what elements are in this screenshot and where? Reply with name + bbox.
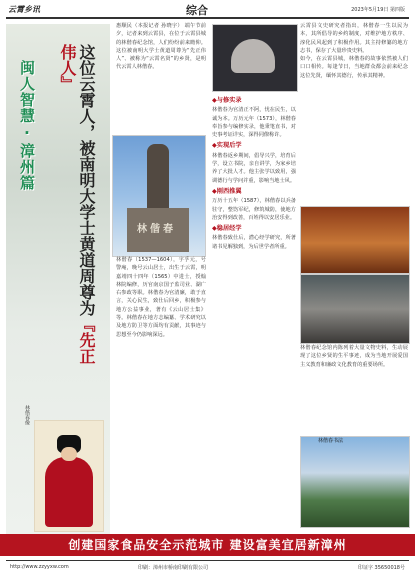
shrine-object <box>231 39 275 73</box>
header-rule <box>6 17 409 19</box>
section-title: 综合 <box>186 4 208 17</box>
subhead-2: ◆实现后学 <box>212 142 242 150</box>
shrine-photo <box>212 24 298 92</box>
portrait-image <box>34 420 104 532</box>
page-header <box>0 0 415 20</box>
headline: 这位云霄人，被南明大学士黄道周尊为『先正伟人』 <box>58 44 96 364</box>
article-col3-top <box>300 22 408 202</box>
town-photo <box>300 274 410 344</box>
headline-highlight: 『先正伟人』 <box>58 44 96 364</box>
para-4: 林偕春致仕后，潜心经学研究，所著诸书见解独到，为后世学者所重。 <box>212 235 296 250</box>
footer-printer: 印刷：漳州市桥南印刷有限公司 <box>138 565 209 571</box>
subhead-3: ◆刚西推翼 <box>212 187 242 195</box>
para-3: 万历十五年（1587），林偕春以兵备驻守，整饬军纪，修筑城防，使地方治安得到改善，百姓得以安居乐业。 <box>212 198 296 221</box>
hall-photo <box>300 206 410 274</box>
para-5: 云霄县文史研究者指出，林偕春一生以民为本，其所倡导的乡约制度，对维护地方秩序、淳化民风起到了积极作用。其主持修纂的地方志书，保存了大量珍贵史料。 <box>300 23 408 54</box>
para-1: 林偕春为官清正不阿，忧在民生，以诚为本。万历元年（1573），林偕春奉旨参与编修实录，他秉笔直书，对史事考证详实，深得同僚称许。 <box>212 107 296 139</box>
subhead-1: ◆与修实录 <box>212 97 242 104</box>
face-shape <box>61 447 77 461</box>
issue-date: 2023年5月19日 第四版 <box>351 7 405 13</box>
subhead-4: ◆稳居经学 <box>212 225 242 233</box>
article-col1-top: 惠顺民（本报记者 孙晓宇） 端午节前夕，记者来到云霄县，在位于云霄县城的林偕春纪念馆，人们纷纷前来瞻仰。这位被南明大学士黄道周尊为“先正伟人”、被称为“云霄名贤”的乡贤，是明代云霄人林偕春。 <box>116 23 206 71</box>
newspaper-logo: 云霄乡讯 <box>8 4 40 14</box>
article-col3-bottom: 林偕春纪念馆内陈列着大量文物史料，生动展现了这位乡贤的生平事迹，成为当地开展爱国主义教育和廉政文化教育的重要场所。 <box>300 345 408 368</box>
statue-plinth <box>127 208 189 252</box>
statue-photo <box>112 135 206 257</box>
statue-figure <box>147 144 169 214</box>
slogan-banner: 创建国家食品安全示范城市 建设富美宜居新漳州 <box>0 534 415 556</box>
plinth-inscription: 林偕春 <box>137 224 176 235</box>
robe-shape <box>45 457 93 527</box>
calligraphy-text: 林偕春书法 <box>318 438 344 444</box>
footer-license: 印证字 35650018号 <box>357 565 405 571</box>
article-col1-bottom: 林偕春（1537—1604），字孚元，号警庵，晚号云山居士，出生于云霄，明嘉靖四十四年（1565）中进士，授翰林院编修，历官南京国子监司业、湖广右参政等职。林偕春为官清廉，敢于直言，关心民生，致仕后回乡，积极参与地方公益事业，著有《云山居士集》等。林偕春在地方志编纂、学术研究以及地方防卫等方面均有贡献，其事迹与思想至今仍影响深远。 <box>116 257 206 338</box>
footer-rule <box>6 560 409 561</box>
para-2: 林偕春返乡期间，倡导兴学，培育后学，设立书院，亲自讲学，为家乡培养了大批人才。他主张学以致用，强调德行与学问并重，影响当地士风。 <box>212 152 296 184</box>
footer-website[interactable]: http://www.zzyyxw.com <box>10 564 69 570</box>
page-footer <box>0 560 415 580</box>
article-col2 <box>212 94 296 525</box>
portrait-caption: 林偕春像 <box>24 405 30 425</box>
para-6: 如今，在云霄县城，林偕春的故事依然被人们口口相传。每逢节日，当地群众都会前来纪念这位先贤，缅怀其德行，传承其精神。 <box>300 56 408 79</box>
series-title: 闽人智慧·漳州篇 <box>18 60 36 191</box>
